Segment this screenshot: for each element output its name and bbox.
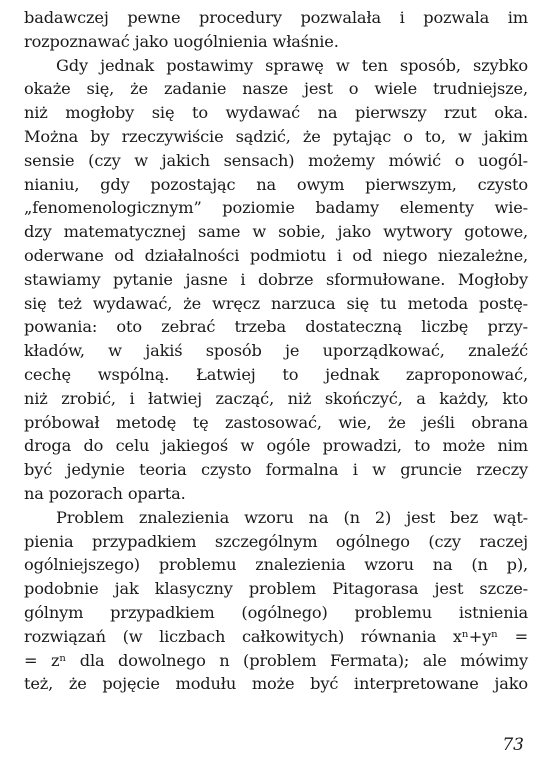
text-line: Można by rzeczywiście sądzić, że pytając o to, w jakim [24, 126, 528, 146]
text-line: gólnym przypadkiem (ogólnego) problemu istnienia [24, 602, 528, 622]
text-line: Problem znalezienia wzoru na (n 2) jest bez wąt- [56, 507, 528, 527]
text-line: badawczej pewne procedury pozwalała i pozwala im [24, 8, 528, 27]
text-line: podobnie jak klasyczny problem Pitagorasa jest szcze- [24, 579, 528, 599]
text-line: stawiamy pytanie jasne i dobrze sformułowane. Mogłoby [24, 269, 528, 289]
text-line: niż zrobić, i łatwiej zacząć, niż skończyć, a każdy, kto [24, 388, 528, 408]
text-line: ogólniejszego) problemu znalezienia wzoru na (n p), [24, 555, 528, 575]
text-line: się też wydawać, że wręcz narzuca się tu metoda postę- [24, 293, 528, 313]
text-line: = zⁿ dla dowolnego n (problem Fermata); ale mówimy [24, 650, 528, 670]
page-number: 73 [502, 735, 524, 755]
text-line: nianiu, gdy pozostając na owym pierwszym, czysto [24, 174, 528, 194]
text-line: „fenomenologicznym” poziomie badamy elementy wie- [24, 198, 528, 218]
text-line: też, że pojęcie modułu może być interpretowane jako [24, 674, 528, 694]
text-line: próbował metodę tę zastosować, wie, że jeśli obrana [24, 412, 528, 432]
text-line: powania: oto zebrać trzeba dostateczną liczbę przy- [24, 317, 528, 337]
text-line: być jedynie teoria czysto formalna i w gruncie rzeczy [24, 460, 528, 480]
text-line: rozwiązań (w liczbach całkowitych) równania xⁿ+yⁿ = [24, 626, 528, 646]
text-line: kładów, w jakiś sposób je uporządkować, znaleźć [24, 341, 528, 361]
text-line: niż mogłoby się to wydawać na pierwszy rzut oka. [24, 103, 528, 123]
text-line: droga do celu jakiegoś w ogóle prowadzi, to może nim [24, 436, 528, 456]
text-line: cechę wspólną. Łatwiej to jednak zaproponować, [24, 364, 528, 384]
text-line: na pozorach oparta. [24, 483, 186, 503]
text-line: Gdy jednak postawimy sprawę w ten sposób, szybko [56, 55, 528, 75]
text-line: okaże się, że zadanie nasze jest o wiele trudniejsze, [24, 79, 528, 99]
text-line: dzy matematycznej same w sobie, jako wytwory gotowe, [24, 222, 528, 242]
text-line: oderwane od działalności podmiotu i od niego niezależne, [24, 245, 528, 265]
text-line: rozpoznawać jako uogólnienia właśnie. [24, 31, 339, 51]
page-body [24, 6, 528, 766]
text-line: pienia przypadkiem szczególnym ogólnego (czy raczej [24, 531, 528, 551]
text-line: sensie (czy w jakich sensach) możemy mówić o uogól- [24, 150, 528, 170]
